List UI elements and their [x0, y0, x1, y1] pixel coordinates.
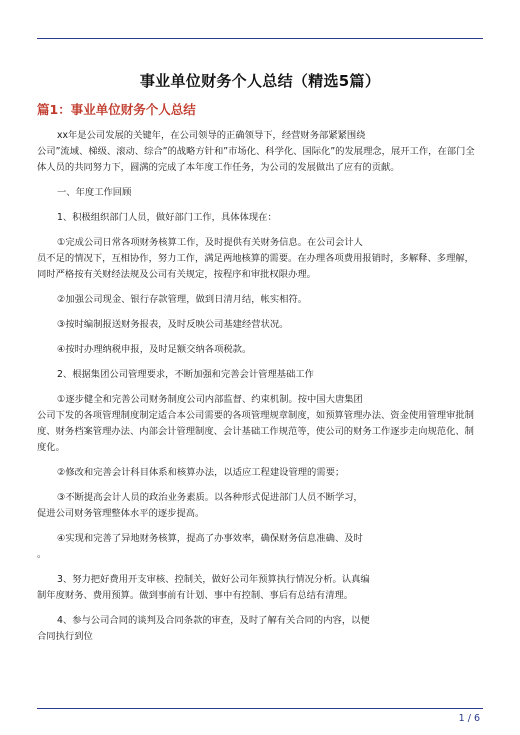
paragraph [37, 128, 483, 176]
paragraph-line: xx年是公司发展的关键年，在公司领导的正确领导下，经营财务部紧紧围绕 [57, 130, 366, 141]
header-rule [37, 38, 483, 39]
paragraph-line: 4、参与公司合同的谈判及合同条款的审查，及时了解有关合同的内容，以便 [57, 615, 370, 626]
paragraph [37, 210, 483, 226]
paragraph-line: ③不断提高会计人员的政治业务素质。以各种形式促进部门人员不断学习， [57, 492, 363, 503]
paragraph [37, 465, 483, 481]
paragraph [37, 531, 483, 563]
paragraph [37, 342, 483, 358]
paragraph [37, 292, 483, 308]
paragraph-line: 1、积极组织部门人员，做好部门工作，具体体现在： [57, 212, 277, 223]
paragraph-line: ③按时编制报送财务报表，及时反映公司基建经营状况。 [57, 319, 289, 330]
paragraph [37, 392, 483, 456]
paragraph-line: 公司下发的各项管理制度制定适合本公司需要的各项管理规章制度，如预算管理办法、资金使用管理审批制度、财务档案管理办法、内部会计管理制度、会计基础工作规范等，使公司的财务工作逐步走向规范化、制度化。 [37, 410, 474, 453]
paragraph [37, 490, 483, 522]
paragraph-line: 制年度财务、费用预算。做到事前有计划、事中有控制、事后有总结有清理。 [37, 590, 354, 601]
paragraph-line: ①逐步健全和完善公司财务制度公司内部监督、约束机制。按中国大唐集团 [57, 394, 363, 405]
paragraph [37, 613, 483, 645]
paragraph [37, 317, 483, 333]
paragraph-line: 公司”流域、梯级、滚动、综合”的战略方针和”市场化、科学化、国际化”的发展理念，展开工作，在部门全体人员的共同努力下，圆满的完成了本年度工作任务，为公司的发展做出了应有的贡献。 [37, 146, 475, 173]
footer-rule [37, 708, 483, 709]
paragraph-line: ①完成公司日常各项财务核算工作，及时提供有关财务信息。在公司会计人 [57, 237, 363, 248]
paragraph [37, 367, 483, 383]
document-body [37, 128, 483, 654]
paragraph-line: 合同执行到位 [37, 631, 93, 642]
paragraph [37, 185, 483, 201]
paragraph-line: 促进公司财务管理整体水平的逐步提高。 [37, 508, 205, 519]
paragraph-line: 3、努力把好费用开支审核、控制关，做好公司年预算执行情况分析。认真编 [57, 574, 370, 585]
paragraph [37, 235, 483, 283]
section-heading: 篇1：事业单位财务个人总结 [37, 102, 196, 117]
paragraph-line: ④实现和完善了异地财务核算，提高了办事效率，确保财务信息准确、及时 [57, 533, 363, 544]
paragraph-line: ④按时办理纳税申报，及时足额交纳各项税款。 [57, 344, 252, 355]
page-number: 1 / 6 [458, 713, 480, 724]
document-title: 事业单位财务个人总结（精选5篇） [139, 72, 381, 90]
paragraph-line: 。 [37, 549, 47, 560]
paragraph-line: 员不足的情况下，互相协作，努力工作，满足两地核算的需要。在办理各项费用报销时，多解释、多理解，同时严格按有关财经法规及公司有关规定，按程序和审批权限办理。 [37, 253, 474, 280]
paragraph [37, 572, 483, 604]
paragraph-line: ②加强公司现金、银行存款管理，做到日清月结，帐实相符。 [57, 294, 308, 305]
paragraph-line: ②修改和完善会计科目体系和核算办法，以适应工程建设管理的需要； [57, 467, 345, 478]
paragraph-line: 2、根据集团公司管理要求，不断加强和完善会计管理基础工作 [57, 369, 314, 380]
paragraph-line: 一、年度工作回顾 [57, 187, 132, 198]
